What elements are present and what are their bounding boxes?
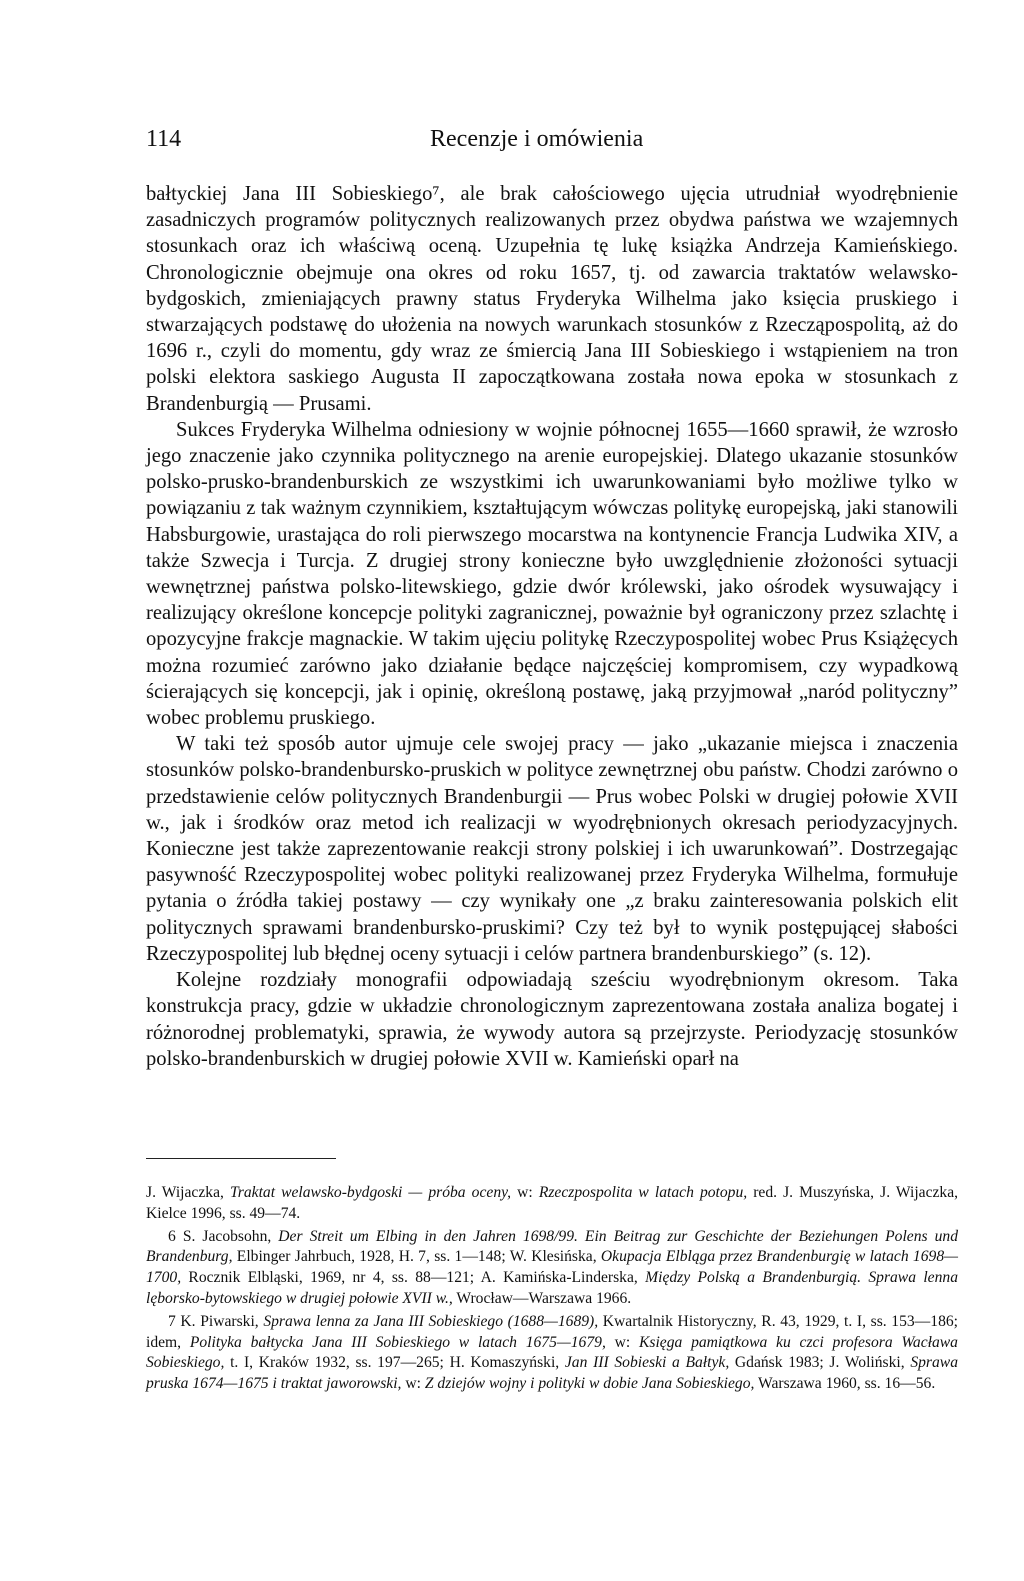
fn7-j: Sprawa pruska 1674—1675 i traktat jaworowski, (146, 1354, 958, 1393)
page-number: 114 (146, 126, 182, 152)
paragraph-4: Kolejne rozdziały monografii odpowiadają sześciu wyodrębnionym okresom. Taka konstrukcja pracy, gdzie w układzie chronologicznym zaprezentowana została analiza bogatej i różnorodnej problematyki, sprawia, że wywody autora są przejrzyste. Periodyzację stosunków polsko-brandenburskich w drugiej połowie XVII w. Kamieński oparł na (146, 969, 958, 1070)
fn6-a: 6 S. Jacobsohn, (168, 1227, 279, 1245)
fn7-i: Gdańsk 1983; J. Woliński, (729, 1354, 911, 1372)
fn6-c: Elbinger Jahrbuch, 1928, H. 7, ss. 1—148; W. Klesińska, (232, 1248, 601, 1266)
fn7-l: Z dziejów wojny i polityki w dobie Jana Sobieskiego, (424, 1375, 755, 1393)
footnote-6 (146, 1227, 958, 1310)
fn7-f: Księga pamiątkowa ku czci profesora Wacława Sobieskiego, (146, 1333, 958, 1372)
fn5-d: Rzeczpospolita w latach potopu, (538, 1184, 748, 1201)
fn7-h: Jan III Sobieski a Bałtyk, (564, 1354, 730, 1372)
footnote-7 (146, 1312, 958, 1395)
paragraph-3: W taki też sposób autor ujmuje cele swojej pracy — jako „ukazanie miejsca i znaczenia stosunków polsko-brandenbursko-pruskich w polityce zewnętrznej obu państw. Chodzi zarówno o przedstawienie celów politycznych Brandenburgii — Prus wobec Polski w drugiej połowie XVII w., jak i środków oraz metod ich realizacji w wyodrębnionych okresach periodyzacyjnych. Konieczne jest także zaprezentowanie reakcji strony polskiej i ich uwarunkowań”. Dostrzegając pasywność Rzeczypospolitej wobec polityki realizowanej przez Fryderyka Wilhelma, formułuje pytania o źródła takiej postawy — czy wynikały one „z braku zainteresowania polskich elit politycznych sprawami brandenbursko-pruskimi? Czy też był to wynik postępującej słabości Rzeczypospolitej lub błędnej oceny sytuacji i celów partnera brandenburskiego” (s. 12). (146, 733, 958, 965)
fn5-b: Traktat welawsko-bydgoski — próba oceny, (229, 1184, 512, 1201)
paragraph-1: bałtyckiej Jana III Sobieskiego⁷, ale brak całościowego ujęcia utrudniał wyodrębnienie zasadniczych programów politycznych realizowanych przez obydwa państwa we wzajemnych stosunkach oraz ich właściwą oceną. Uzupełnia tę lukę książka Andrzeja Kamieńskiego. Chronologicznie obejmuje ona okres od roku 1657, tj. od zawarcia traktatów welawsko-bydgoskich, zmieniających prawny status Fryderyka Wilhelma jako księcia pruskiego i stwarzających podstawę do ułożenia na nowych warunkach stosunków z Rzecząpospolitą, aż do 1696 r., czyli do momentu, gdy wraz ze śmiercią Jana III Sobieskiego i wstąpieniem na tron polski elektora saskiego Augusta II zapoczątkowana została nowa epoka w stosunkach z Brandenburgią — Prusami. (146, 183, 958, 415)
fn5-a: J. Wijaczka, (146, 1184, 230, 1201)
fn7-b: Sprawa lenna za Jana III Sobieskiego (1688—1689), (263, 1312, 599, 1330)
fn5-c: w: (511, 1184, 539, 1201)
fn6-e: Rocznik Elbląski, 1969, nr 4, ss. 88—121; A. Kamińska-Linderska, (181, 1269, 646, 1287)
running-title: Recenzje i omówienia (430, 126, 644, 152)
fn7-e: w: (605, 1333, 639, 1351)
fn7-a: 7 K. Piwarski, (168, 1312, 264, 1330)
fn6-f: Między Polską a Brandenburgią. Sprawa lenna lęborsko-bytowskiego w drugiej połowie XVII w., (146, 1269, 958, 1307)
paragraph-2: Sukces Fryderyka Wilhelma odniesiony w wojnie północnej 1655—1660 sprawił, że wzrosło jego znaczenie jako czynnika politycznego na arenie europejskiej. Dlatego ukazanie stosunków polsko-prusko-brandenburskich ze wszystkimi ich uwarunkowaniami było możliwe tylko w powiązaniu z tak ważnym czynnikiem, kształtującym wówczas politykę europejską, jaki stanowili Habsburgowie, urastająca do roli pierwszego mocarstwa na kontynencie Francja Ludwika XIV, a także Szwecja i Turcja. Z drugiej strony konieczne było uwzględnienie złożoności sytuacji wewnętrznej państwa polsko-litewskiego, gdzie dwór królewski, jako ośrodek wysuwający i realizujący określone koncepcje polityki zagranicznej, poważnie był ograniczony przez szlachtę i opozycyjne frakcje magnackie. W takim ujęciu politykę Rzeczypospolitej wobec Prus Książęcych można rozumieć zarówno jako działanie będące najczęściej kompromisem, czy wypadkową ścierających się koncepcji, jak i opinię, określoną postawę, jaką przyjmował „naród polityczny” wobec problemu pruskiego. (146, 418, 958, 730)
fn6-g: Wrocław—Warszawa 1966. (452, 1289, 632, 1307)
fn7-m: Warszawa 1960, ss. 16—56. (754, 1375, 936, 1393)
fn6-b: Der Streit um Elbing in den Jahren 1698/99. Ein Beitrag zur Geschichte der Beziehungen Polens und Brandenburg, (146, 1227, 958, 1266)
fn7-d: Polityka bałtycka Jana III Sobieskiego w latach 1675—1679, (189, 1333, 606, 1351)
fn5-e: red. J. Muszyńska, J. Wijaczka, Kielce 1996, ss. 49—74. (146, 1184, 959, 1222)
page-header (146, 126, 886, 166)
fn7-g: t. I, Kraków 1932, ss. 197—265; H. Komaszyński, (224, 1354, 565, 1372)
footnotes (146, 1183, 958, 1397)
main-text (146, 181, 958, 1072)
footnote-5 (146, 1183, 958, 1225)
fn7-k: w: (401, 1375, 425, 1393)
footnote-divider (146, 1158, 336, 1159)
fn7-c: Kwartalnik Historyczny, R. 43, 1929, t. I, ss. 153—186; idem, (146, 1312, 958, 1351)
fn6-d: Okupacja Elbląga przez Brandenburgię w latach 1698—1700, (146, 1248, 958, 1287)
